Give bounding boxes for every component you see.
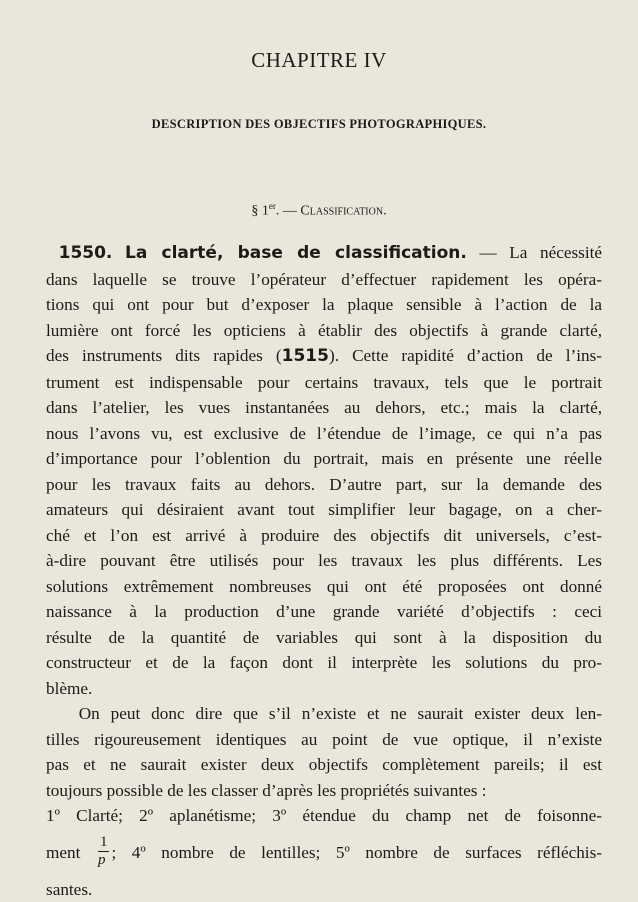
paragraph-1-line: d’importance pour l’oblention du portrait, mais en présente une réelle (46, 446, 602, 472)
section-title: Classification. (300, 204, 386, 219)
paragraph-1-line: amateurs qui désiraient avant tout simplifier leur bagage, on a cher- (46, 497, 602, 523)
paragraph-1-line: tions qui ont pour but d’exposer la plaque sensible à l’action de la (46, 292, 602, 318)
paragraph-1-line: solutions extrêmement nombreuses qui ont été proposées ont donné (46, 574, 602, 600)
paragraph-1-line: ché et l’on est arrivé à produire des objectifs dit universels, c’est- (46, 523, 602, 549)
paragraph-2-line: tilles rigoureusement identiques au point de vue optique, il n’existe (46, 727, 602, 753)
fraction-numerator: 1 (98, 835, 110, 852)
paragraph-1-line: à-dire pouvant être utilisés pour les travaux les plus différents. Les (46, 548, 602, 574)
section-symbol: § 1 (251, 204, 269, 219)
paragraph-1-line: constructeur et de la façon dont il interprète les solutions du pro- (46, 650, 602, 676)
paragraph-number: 1550. (59, 243, 113, 263)
section-sup: er (269, 201, 276, 211)
paragraph-2-line: toujours possible de les classer d’après les propriétés suivantes : (46, 778, 602, 804)
fraction-denominator: p (98, 852, 110, 868)
paragraph-1-line: trument est indispensable pour certains travaux, tels que le portrait (46, 370, 602, 396)
paragraph-1-line: pour les travaux faits au dehors. D’autre part, sur la demande des (46, 472, 602, 498)
paragraph-1-line: dans l’atelier, les vues instantanées au dehors, etc.; mais la clarté, (46, 395, 602, 421)
paragraph-heading: La clarté, base de classification. (125, 243, 467, 263)
paragraph-1-line: dans laquelle se trouve l’opérateur d’effectuer rapidement les opéra- (46, 267, 602, 293)
section-heading (0, 201, 638, 220)
paragraph-1-line: lumière ont forcé les opticiens à établir des objectifs à grande clarté, (46, 318, 602, 344)
paragraph-1-line: blème. (46, 676, 602, 702)
paragraph-2-line: ment $\frac{1}{p}$ ; 4º nombre de lentilles; 5º nombre de surfaces réfléchis- (46, 829, 602, 877)
paragraph-1-line: 1550. La clarté, base de classification. — La nécessité (46, 240, 602, 267)
chapter-title: CHAPITRE IV (0, 48, 638, 73)
chapter-subtitle: DESCRIPTION DES OBJECTIFS PHOTOGRAPHIQUES. (0, 117, 638, 132)
paragraph-1-line: résulte de la quantité de variables qui sont à la disposition du (46, 625, 602, 651)
cross-reference: 1515 (282, 346, 329, 366)
paragraph-2-line: santes. (46, 877, 602, 902)
paragraph-1-line: des instruments dits rapides (1515). Cette rapidité d’action de l’ins- (46, 343, 602, 370)
body-text (46, 240, 602, 902)
paragraph-2-line: 1º Clarté; 2º aplanétisme; 3º étendue du champ net de foisonne- (46, 803, 602, 829)
paragraph-2-line: pas et ne saurait exister deux objectifs complètement pareils; il est (46, 752, 602, 778)
fraction (98, 835, 110, 868)
paragraph-1-line: naissance à la production d’une grande variété d’objectifs : ceci (46, 599, 602, 625)
paragraph-2-line: On peut donc dire que s’il n’existe et ne saurait exister deux len- (46, 701, 602, 727)
section-separator: . — (276, 204, 301, 219)
paragraph-1-line: nous l’avons vu, est exclusive de l’étendue de l’image, ce qui n’a pas (46, 421, 602, 447)
